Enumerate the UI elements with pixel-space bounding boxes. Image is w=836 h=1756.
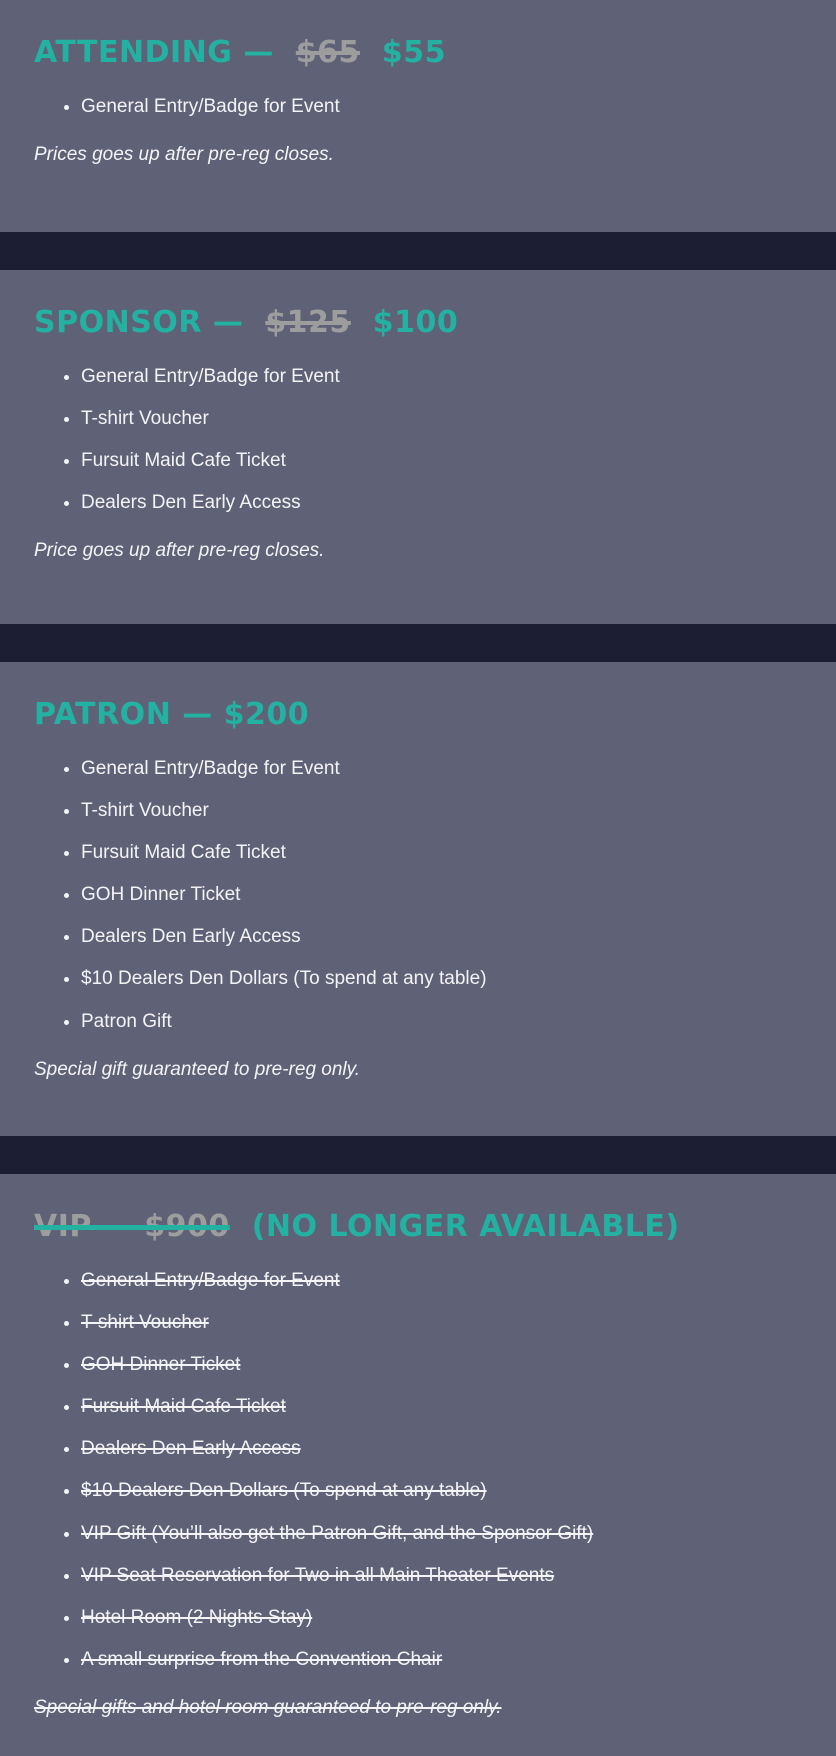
- tier-section-patron: [0, 662, 836, 1136]
- perk-item: • General Entry/Badge for Event: [81, 365, 802, 388]
- tier-name: PATRON — $200: [34, 697, 310, 732]
- tier-note: Price goes up after pre-reg closes.: [34, 540, 325, 562]
- perk-list: [34, 1269, 802, 1672]
- tier-price: $100: [372, 305, 459, 340]
- perk-item: • Fursuit Maid Cafe Ticket: [81, 1395, 802, 1418]
- perk-item: • T-shirt Voucher: [81, 799, 802, 822]
- perk-item: • Patron Gift: [81, 1010, 802, 1033]
- perk-item: • Hotel Room (2 Nights Stay): [81, 1606, 802, 1629]
- perk-item: • Fursuit Maid Cafe Ticket: [81, 841, 802, 864]
- perk-item: • General Entry/Badge for Event: [81, 95, 802, 118]
- perk-list: [34, 757, 802, 1033]
- perk-item: • General Entry/Badge for Event: [81, 757, 802, 780]
- tier-heading: [34, 1210, 802, 1245]
- tier-heading: [34, 36, 802, 71]
- tier-name: ATTENDING —: [34, 35, 274, 70]
- perk-item: • VIP Gift (You’ll also get the Patron Gift, and the Sponsor Gift): [81, 1522, 802, 1545]
- perk-item: • T-shirt Voucher: [81, 407, 802, 430]
- perk-item: • Dealers Den Early Access: [81, 925, 802, 948]
- perk-item: • T-shirt Voucher: [81, 1311, 802, 1334]
- section-separator: [0, 1136, 836, 1174]
- tier-old-price: $65: [295, 35, 360, 70]
- tier-note: Special gift guaranteed to pre-reg only.: [34, 1058, 361, 1080]
- perk-item: • Fursuit Maid Cafe Ticket: [81, 449, 802, 472]
- perk-list: [34, 95, 802, 118]
- section-separator: [0, 624, 836, 662]
- tier-heading: [34, 306, 802, 341]
- tier-heading: [34, 698, 802, 733]
- perk-item: • GOH Dinner Ticket: [81, 1353, 802, 1376]
- tier-price: $55: [381, 35, 447, 70]
- tier-strike-text: VIP — $900: [34, 1209, 230, 1244]
- tier-old-price: $125: [265, 305, 351, 340]
- perk-item: • VIP Seat Reservation for Two in all Main Theater Events: [81, 1564, 802, 1587]
- perk-item: • Dealers Den Early Access: [81, 1437, 802, 1460]
- tier-note: Special gifts and hotel room guaranteed to pre-reg only.: [34, 1697, 502, 1719]
- perk-item: • $10 Dealers Den Dollars (To spend at any table): [81, 967, 802, 990]
- tier-note: Prices goes up after pre-reg closes.: [34, 143, 334, 165]
- section-separator: [0, 232, 836, 270]
- perk-item: • Dealers Den Early Access: [81, 491, 802, 514]
- perk-item: • GOH Dinner Ticket: [81, 883, 802, 906]
- tier-section-attending: [0, 0, 836, 232]
- tier-suffix: (NO LONGER AVAILABLE): [251, 1209, 680, 1244]
- tier-section-sponsor: [0, 270, 836, 624]
- perk-item: • A small surprise from the Convention Chair: [81, 1648, 802, 1671]
- perk-list: [34, 365, 802, 515]
- perk-item: • $10 Dealers Den Dollars (To spend at any table): [81, 1479, 802, 1502]
- perk-item: • General Entry/Badge for Event: [81, 1269, 802, 1292]
- tier-name: SPONSOR —: [34, 305, 244, 340]
- tier-section-vip: [0, 1174, 836, 1756]
